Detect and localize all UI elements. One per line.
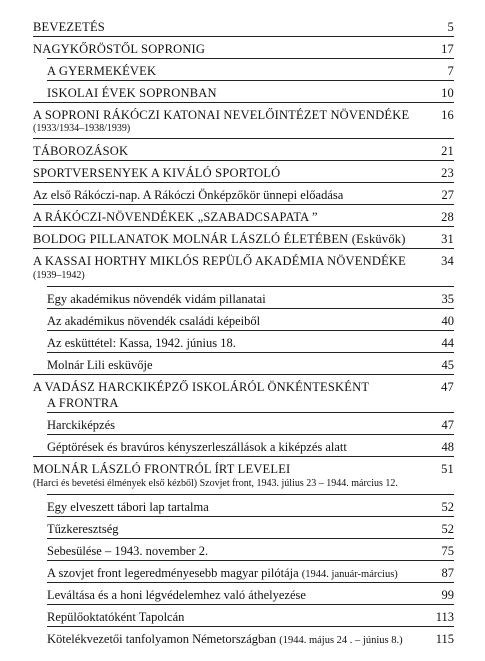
- toc-entry-title: Leváltása és a honi légvédelemhez való áthelyezése: [47, 588, 306, 602]
- toc-entry-page: 17: [441, 42, 454, 56]
- divider: [47, 352, 454, 353]
- toc-entry: [47, 418, 454, 433]
- toc-entry-page: 47: [441, 380, 454, 394]
- toc-entry: [47, 64, 454, 79]
- toc-entry-page: 45: [441, 358, 454, 372]
- divider: [47, 308, 454, 309]
- toc-entry-title: A VADÁSZ HARCKIKÉPZŐ ISKOLÁRÓL ÖNKÉNTESKÉNT: [33, 380, 370, 394]
- toc-entry-page: 99: [441, 588, 454, 602]
- divider: [47, 286, 454, 287]
- toc-entry-page: 40: [441, 314, 454, 328]
- toc-entry: [47, 358, 454, 373]
- toc-entry: [47, 566, 454, 582]
- toc-entry: [47, 314, 454, 329]
- toc-entry: [47, 522, 454, 537]
- toc-entry-title: A FRONTRA: [47, 396, 119, 410]
- divider: [33, 182, 454, 183]
- toc-entry-title-continuation: [47, 396, 454, 411]
- toc-entry-title: MOLNÁR LÁSZLÓ FRONTRÓL ÍRT LEVELEI: [33, 462, 291, 476]
- toc-entry-page: 16: [441, 108, 454, 122]
- toc-entry-suffix: (1944. május 24 . – június 8.): [279, 635, 403, 646]
- toc-entry-title: A KASSAI HORTHY MIKLÓS REPÜLŐ AKADÉMIA NÖVENDÉKE: [33, 254, 406, 268]
- toc-entry: [33, 380, 454, 395]
- toc-entry: [47, 292, 454, 307]
- toc-entry-suffix: (1944. január-március): [301, 569, 398, 580]
- divider: [33, 138, 454, 139]
- toc-entry: [47, 86, 454, 101]
- divider: [47, 626, 454, 627]
- divider: [47, 560, 454, 561]
- toc-entry: [33, 20, 454, 35]
- toc-entry-page: 23: [441, 166, 454, 180]
- toc-entry-page: 7: [447, 64, 454, 78]
- toc-entry-title: A RÁKÓCZI-NÖVENDÉKEK „SZABADCSAPATA ”: [33, 210, 318, 224]
- divider: [33, 456, 454, 457]
- divider: [33, 374, 454, 375]
- toc-entry-page: 75: [441, 544, 454, 558]
- toc-entry-note: (1933/1934–1938/1939): [33, 123, 131, 134]
- divider: [33, 226, 454, 227]
- divider: [33, 36, 454, 37]
- toc-entry: [47, 610, 454, 625]
- divider: [33, 160, 454, 161]
- toc-entry-suffix: (Esküvők): [351, 232, 406, 246]
- toc-entry: [33, 232, 454, 247]
- divider: [47, 582, 454, 583]
- divider: [47, 494, 454, 495]
- toc-entry-page: 51: [441, 462, 454, 476]
- toc-entry-page: 28: [441, 210, 454, 224]
- toc-entry-page: 27: [441, 188, 454, 202]
- divider: [47, 412, 454, 413]
- toc-entry-note: (1939–1942): [33, 270, 85, 281]
- toc-entry: [33, 166, 454, 181]
- toc-entry-title: BOLDOG PILLANATOK MOLNÁR LÁSZLÓ ÉLETÉBEN: [33, 232, 349, 246]
- toc-entry-title: Kötelékvezetői tanfolyamon Németországban: [47, 632, 277, 646]
- toc-entry-title: ISKOLAI ÉVEK SOPRONBAN: [47, 86, 217, 100]
- toc-entry-page: 35: [441, 292, 454, 306]
- toc-entry: [33, 144, 454, 159]
- divider: [47, 330, 454, 331]
- toc-entry-title: Sebesülése – 1943. november 2.: [47, 544, 209, 558]
- toc-entry-page: 47: [441, 418, 454, 432]
- toc-entry-title: Tűzkeresztség: [47, 522, 119, 536]
- toc-entry-page: 21: [441, 144, 454, 158]
- toc-entry-page: 52: [441, 500, 454, 514]
- divider: [33, 102, 454, 103]
- divider: [33, 248, 454, 249]
- toc-entry-title: Az első Rákóczi-nap. A Rákóczi Önképzőkör ünnepi előadása: [33, 188, 344, 202]
- toc-entry-page: 87: [441, 566, 454, 580]
- toc-entry-title: Az akadémikus növendék családi képeiből: [47, 314, 261, 328]
- toc-entry-page: 44: [441, 336, 454, 350]
- toc-entry-page: 48: [441, 440, 454, 454]
- toc-entry: [33, 462, 454, 477]
- toc-entry: [47, 544, 454, 559]
- divider: [33, 204, 454, 205]
- toc-entry-title: A szovjet front legeredményesebb magyar pilótája: [47, 566, 299, 580]
- toc-entry: [33, 108, 454, 123]
- toc-entry: [33, 210, 454, 225]
- toc-entry-title: SPORTVERSENYEK A KIVÁLÓ SPORTOLÓ: [33, 166, 281, 180]
- toc-entry: [47, 440, 454, 455]
- toc-entry-page: 10: [441, 86, 454, 100]
- toc-entry-page: 52: [441, 522, 454, 536]
- divider: [47, 434, 454, 435]
- toc-entry: [47, 588, 454, 603]
- toc-entry: [33, 42, 454, 57]
- toc-entry-title: TÁBOROZÁSOK: [33, 144, 129, 158]
- toc-entry-title: Az esküttétel: Kassa, 1942. június 18.: [47, 336, 236, 350]
- toc-entry-title: A GYERMEKÉVEK: [47, 64, 157, 78]
- toc-entry: [47, 336, 454, 351]
- toc-entry-title: Egy elveszett tábori lap tartalma: [47, 500, 209, 514]
- toc-entry-title: A SOPRONI RÁKÓCZI KATONAI NEVELŐINTÉZET NÖVENDÉKE: [33, 108, 410, 122]
- toc-entry: [33, 188, 454, 203]
- toc-entry-page: 115: [435, 632, 454, 646]
- toc-entry-title: Repülőoktatóként Tapolcán: [47, 610, 185, 624]
- toc-entry-title: BEVEZETÉS: [33, 20, 105, 34]
- toc-entry-title: NAGYKŐRÖSTŐL SOPRONIG: [33, 42, 206, 56]
- toc-entry: [47, 632, 454, 648]
- divider: [47, 538, 454, 539]
- divider: [47, 58, 454, 59]
- divider: [47, 604, 454, 605]
- toc-entry-note: (Harci és bevetési élmények első kézből) Szovjet front, 1943. július 23 – 1944. március 12.: [33, 478, 398, 489]
- toc-entry-page: 5: [447, 20, 454, 34]
- divider: [47, 80, 454, 81]
- toc-entry-page: 113: [435, 610, 454, 624]
- toc-entry-title: Molnár Lili esküvője: [47, 358, 153, 372]
- toc-entry-page: 31: [441, 232, 454, 246]
- toc-entry-title: Géptörések és bravúros kényszerleszállások a kiképzés alatt: [47, 440, 347, 454]
- toc-entry-title: Egy akadémikus növendék vidám pillanatai: [47, 292, 266, 306]
- toc-entry-page: 34: [441, 254, 454, 268]
- toc-entry: [33, 254, 454, 269]
- divider: [47, 516, 454, 517]
- toc-entry: [47, 500, 454, 515]
- toc-entry-title: Harckiképzés: [47, 418, 116, 432]
